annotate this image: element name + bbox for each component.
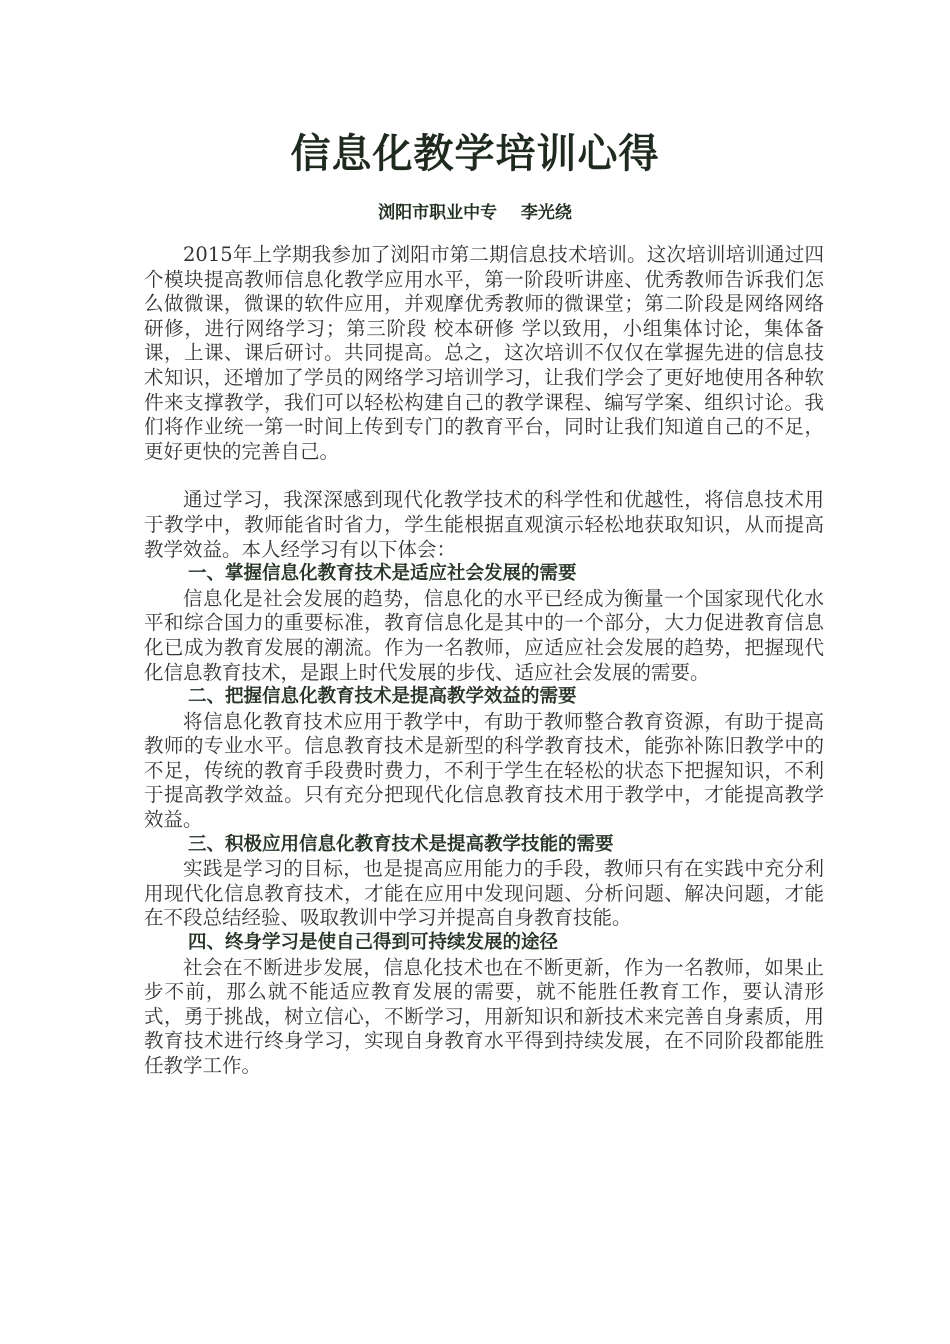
section-text-2: 将信息化教育技术应用于教学中，有助于教师整合教育资源，有助于提高教师的专业水平。信息教育技术是新型的科学教育技术，能弥补陈旧教学中的不足，传统的教育手段费时费力，不利于学生在轻松的状态下把握知识，不利于提高教学效益。只有充分把现代化信息教育技术用于教学中，才能提高教学效益。: [144, 709, 824, 832]
intro-paragraph: 2015年上学期我参加了浏阳市第二期信息技术培训。这次培训培训通过四个模块提高教师信息化教学应用水平，第一阶段听讲座、优秀教师告诉我们怎么做微课，微课的软件应用，并观摩优秀教师的微课堂；第二阶段是网络网络研修，进行网络学习；第三阶段 校本研修 学以致用，小组集体讨论，集体备课，上课、课后研讨。共同提高。总之，这次培训不仅仅在掌握先进的信息技术知识，还增加了学员的网络学习培训学习，让我们学会了更好地使用各种软件来支撑教学，我们可以轻松构建自己的教学课程、编写学案、组织讨论。我们将作业统一第一时间上传到专门的教育平台，同时让我们知道自己的不足，更好更快的完善自己。: [144, 243, 824, 463]
document-title: 信息化教学培训心得: [290, 131, 660, 177]
section-text-1: 信息化是社会发展的趋势，信息化的水平已经成为衡量一个国家现代化水平和综合国力的重要标准，教育信息化是其中的一个部分，大力促进教育信息化已成为教育发展的潮流。作为一名教师，应适应社会发展的趋势，把握现代化信息教育技术，是跟上时代发展的步伐、适应社会发展的需要。: [144, 586, 824, 684]
section-heading-1: 一、掌握信息化教育技术是适应社会发展的需要: [188, 563, 577, 585]
section-heading-3: 三、积极应用信息化教育技术是提高教学技能的需要: [188, 833, 614, 855]
document-body: [144, 243, 824, 1079]
section-heading-4: 四、终身学习是使自己得到可持续发展的途径: [188, 932, 559, 954]
section-text-3: 实践是学习的目标，也是提高应用能力的手段，教师只有在实践中充分利用现代化信息教育技术，才能在应用中发现问题、分析问题、解决问题，才能在不段总结经验、吸取教训中学习并提高自身教育技能。: [144, 857, 824, 930]
document-author: 浏阳市职业中专 李光绕: [378, 203, 572, 223]
paragraph-spacer: [144, 464, 824, 488]
lead-paragraph: 通过学习，我深深感到现代化教学技术的科学性和优越性，将信息技术用于教学中，教师能省时省力，学生能根据直观演示轻松地获取知识，从而提高教学效益。本人经学习有以下体会：: [144, 488, 824, 561]
section-text-4: 社会在不断进步发展，信息化技术也在不断更新，作为一名教师，如果止步不前，那么就不能适应教育发展的需要，就不能胜任教育工作，要认清形式，勇于挑战，树立信心，不断学习，用新知识和新技术来完善自身素质，用教育技术进行终身学习，实现自身教育水平得到持续发展，在不同阶段都能胜任教学工作。: [144, 955, 824, 1077]
section-heading-2: 二、把握信息化教育技术是提高教学效益的需要: [188, 686, 577, 708]
